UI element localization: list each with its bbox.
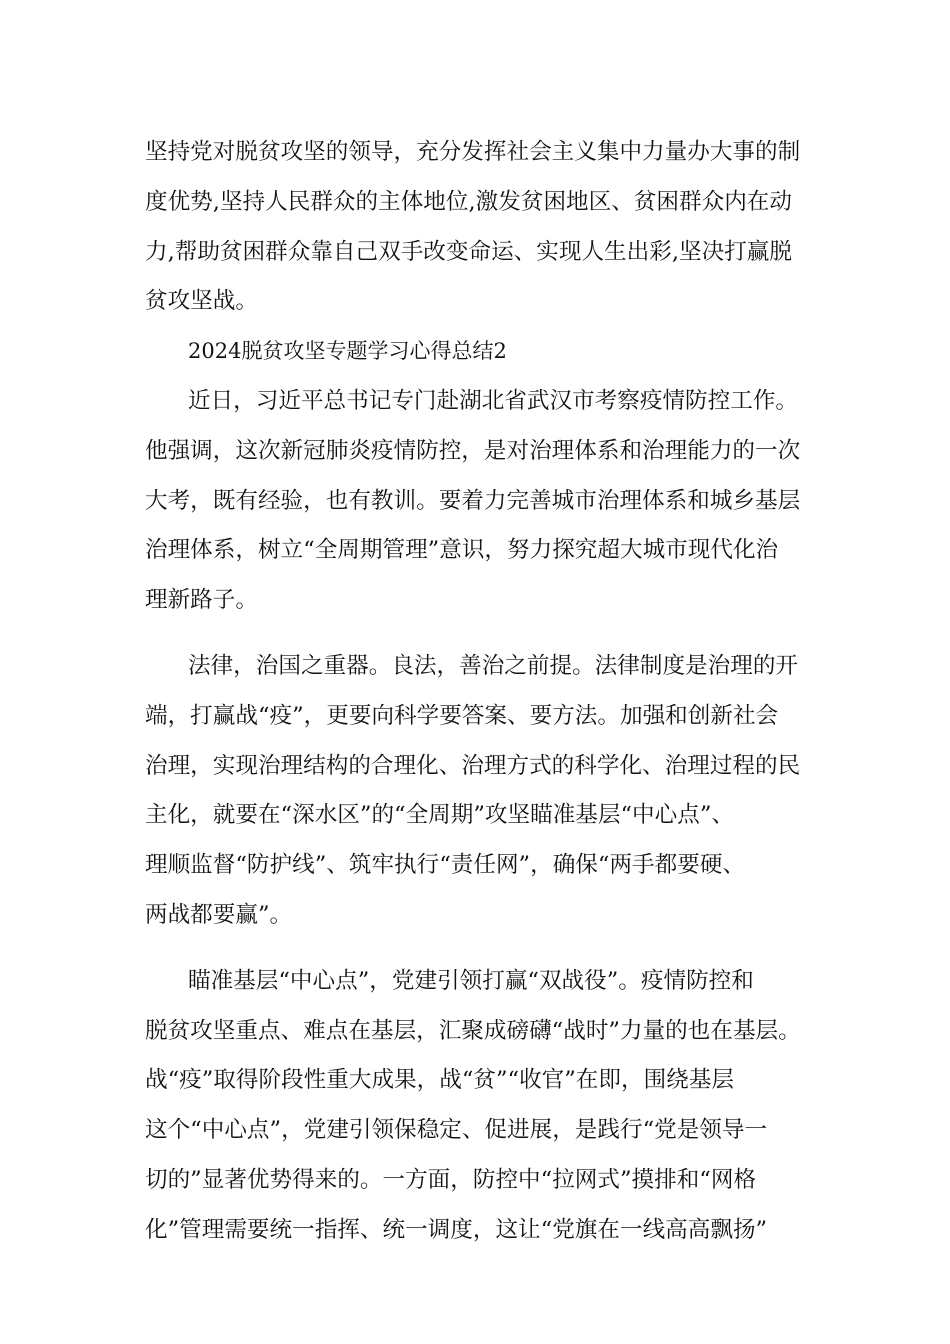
text-line: 化”管理需要统一指挥、统一调度，这让“党旗在一线高高飘扬”	[145, 1216, 768, 1243]
text-line: 治理体系，树立“全周期管理”意识，努力探究超大城市现代化治	[145, 537, 779, 564]
text-line: 大考，既有经验，也有教训。要着力完善城市治理体系和城乡基层	[145, 487, 801, 514]
document-body	[145, 128, 817, 1256]
text-line: 脱贫攻坚重点、难点在基层，汇聚成磅礴“战时”力量的也在基层。	[145, 1017, 801, 1044]
text-line: 近日，习近平总书记专门赴湖北省武汉市考察疫情防控工作。	[188, 387, 799, 414]
text-line: 治理，实现治理结构的合理化、治理方式的科学化、治理过程的民	[145, 752, 801, 779]
paragraph	[145, 377, 817, 626]
text-line: 两战都要赢”。	[145, 901, 293, 928]
paragraph	[145, 957, 817, 1256]
paragraph	[145, 642, 817, 941]
text-line: 坚持党对脱贫攻坚的领导，充分发挥社会主义集中力量办大事的制	[145, 139, 801, 165]
section-heading: 2024脱贫攻坚专题学习心得总结2	[188, 339, 507, 364]
text-line: 理新路子。	[145, 587, 258, 614]
text-line: 切的”显著优势得来的。一方面，防控中“拉网式”摸排和“网格	[145, 1166, 757, 1193]
text-line: 瞄准基层“中心点”，党建引领打赢“双战役”。疫情防控和	[188, 967, 754, 994]
text-line: 贫攻坚战。	[145, 288, 258, 315]
paragraph-continued	[145, 128, 817, 327]
text-line: 战“疫”取得阶段性重大成果，战“贫”“收官”在即，围绕基层	[145, 1067, 734, 1094]
text-line: 理顺监督“防护线”、筑牢执行“责任网”，确保“两手都要硬、	[145, 852, 746, 879]
text-line: 这个“中心点”，党建引领保稳定、促进展，是践行“党是领导一	[145, 1117, 768, 1144]
text-line: 法律，治国之重器。良法，善治之前提。法律制度是治理的开	[188, 652, 799, 679]
text-line: 他强调，这次新冠肺炎疫情防控，是对治理体系和治理能力的一次	[145, 437, 801, 464]
text-line: 度优势,坚持人民群众的主体地位,激发贫困地区、贫困群众内在动	[145, 188, 792, 215]
text-line: 端，打赢战“疫”，更要向科学要答案、要方法。加强和创新社会	[145, 702, 779, 729]
text-line: 力,帮助贫困群众靠自己双手改变命运、实现人生出彩,坚决打赢脱	[145, 238, 792, 265]
text-line: 主化，就要在“深水区”的“全周期”攻坚瞄准基层“中心点”、	[145, 802, 734, 829]
